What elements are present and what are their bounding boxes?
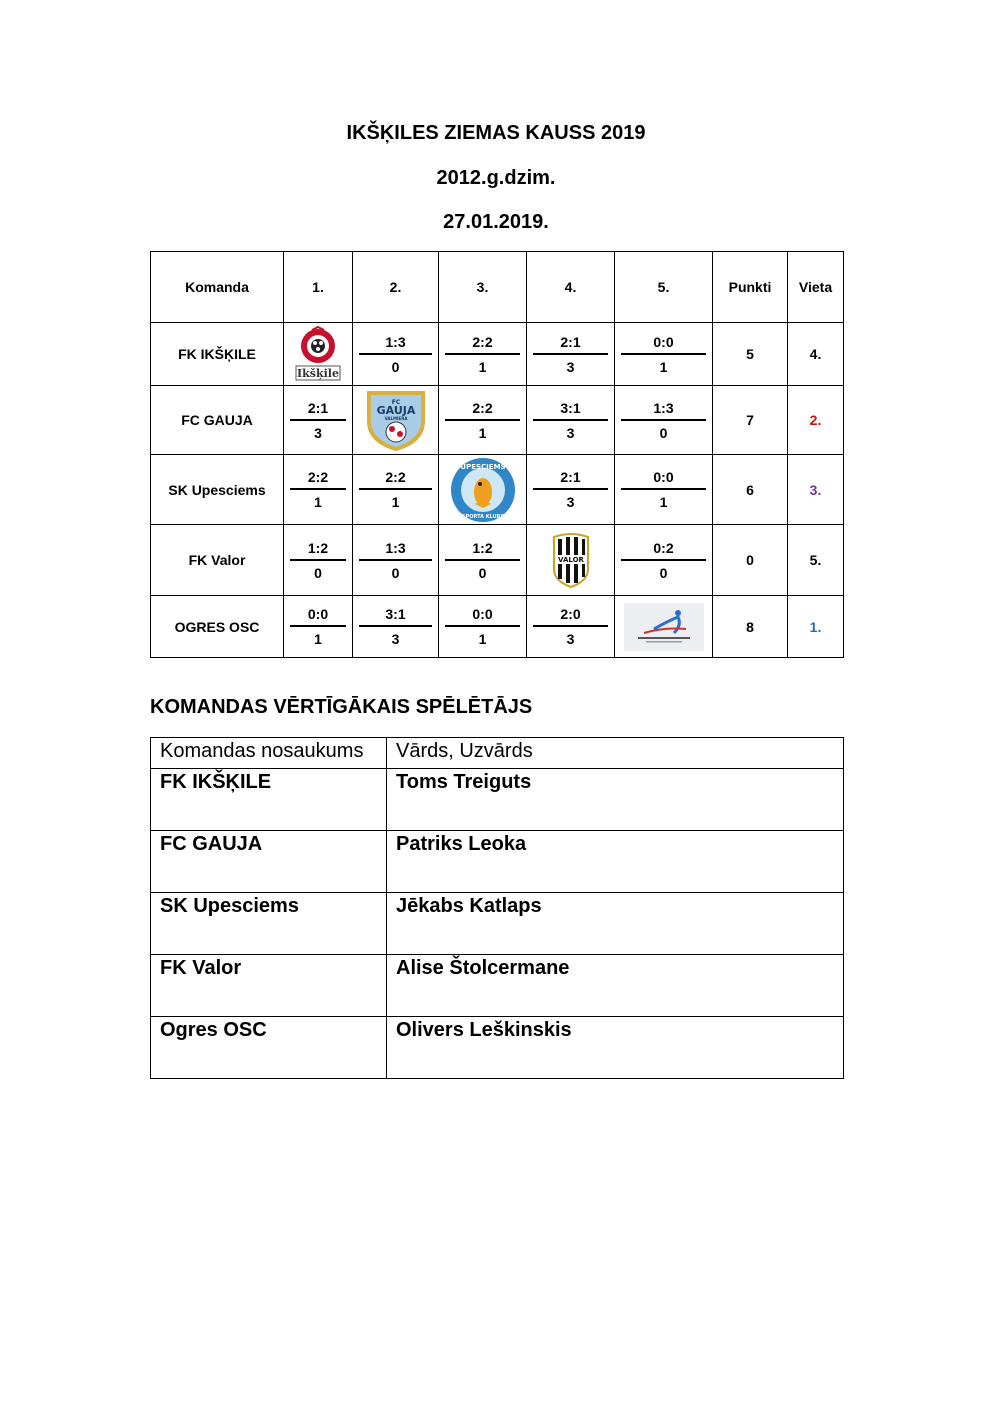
mvp-player: Toms Treiguts <box>387 769 844 831</box>
column-header-3: 3. <box>439 252 527 323</box>
mvp-header-row <box>151 738 844 769</box>
mvp-section-title: KOMANDAS VĒRTĪGĀKAIS SPĒLĒTĀJS <box>150 696 533 718</box>
match-points: 0 <box>478 564 487 581</box>
mvp-player: Patriks Leoka <box>387 831 844 893</box>
tournament-date: 27.01.2019. <box>443 211 549 233</box>
column-header-5: 5. <box>615 252 713 323</box>
match-score: 2:1 <box>290 399 346 421</box>
mvp-team: FK Valor <box>151 955 387 1017</box>
match-points: 3 <box>566 358 575 375</box>
match-cell <box>284 386 353 455</box>
match-cell <box>527 455 615 525</box>
match-score: 1:3 <box>621 399 706 421</box>
match-points: 1 <box>659 358 668 375</box>
match-score: 0:0 <box>445 605 520 627</box>
age-group-subtitle: 2012.g.dzim. <box>436 167 556 189</box>
match-points: 3 <box>314 424 322 441</box>
team-name: SK Upesciems <box>151 455 284 525</box>
team-name: FC GAUJA <box>151 386 284 455</box>
total-points: 5 <box>713 323 788 386</box>
match-score: 2:2 <box>445 399 520 421</box>
match-score: 1:2 <box>445 539 520 561</box>
column-header-team: Komanda <box>151 252 284 323</box>
match-points: 1 <box>659 494 668 510</box>
match-cell <box>439 386 527 455</box>
match-cell <box>284 596 353 658</box>
team-logo-cell <box>527 525 615 596</box>
ikskile-crest-logo <box>284 326 352 382</box>
match-score: 2:2 <box>290 468 346 490</box>
team-logo-cell <box>284 323 353 386</box>
final-place: 5. <box>788 525 844 596</box>
mvp-team: Ogres OSC <box>151 1017 387 1079</box>
match-cell <box>615 323 713 386</box>
results-row-upesciems <box>151 455 844 525</box>
mvp-row <box>151 831 844 893</box>
match-cell <box>615 386 713 455</box>
match-points: 1 <box>478 631 487 647</box>
team-name: FK Valor <box>151 525 284 596</box>
match-cell <box>527 386 615 455</box>
results-header-row <box>151 252 844 323</box>
match-points: 3 <box>566 424 575 441</box>
column-header-1: 1. <box>284 252 353 323</box>
svg-text:FC: FC <box>391 399 400 406</box>
team-name: FK IKŠĶILE <box>151 323 284 386</box>
team-logo-cell <box>353 386 439 455</box>
match-cell <box>353 596 439 658</box>
match-cell <box>353 525 439 596</box>
match-points: 1 <box>478 424 487 441</box>
match-score: 2:0 <box>533 605 608 627</box>
page-title: IKŠĶILES ZIEMAS KAUSS 2019 <box>346 122 646 144</box>
mvp-header-player: Vārds, Uzvārds <box>387 738 844 769</box>
match-score: 2:1 <box>533 468 608 490</box>
match-points: 1 <box>391 494 400 510</box>
match-cell <box>527 596 615 658</box>
match-score: 3:1 <box>359 605 432 627</box>
column-header-4: 4. <box>527 252 615 323</box>
mvp-row <box>151 893 844 955</box>
match-score: 0:0 <box>290 605 346 627</box>
svg-text:GAUJA: GAUJA <box>376 404 415 417</box>
column-header-2: 2. <box>353 252 439 323</box>
match-score: 1:2 <box>290 539 346 561</box>
match-points: 1 <box>314 494 322 510</box>
results-row-ikskile <box>151 323 844 386</box>
final-place: 1. <box>788 596 844 658</box>
total-points: 0 <box>713 525 788 596</box>
match-score: 2:2 <box>359 468 432 490</box>
mvp-table <box>150 737 844 1079</box>
total-points: 7 <box>713 386 788 455</box>
match-cell <box>284 455 353 525</box>
match-cell <box>353 455 439 525</box>
match-points: 0 <box>659 564 668 581</box>
match-cell <box>439 525 527 596</box>
match-score: 3:1 <box>533 399 608 421</box>
upesciems-fish-logo <box>439 456 526 524</box>
mvp-row <box>151 1017 844 1079</box>
match-points: 3 <box>391 631 400 647</box>
match-score: 0:0 <box>621 468 706 490</box>
match-cell <box>353 323 439 386</box>
final-place: 4. <box>788 323 844 386</box>
final-place: 2. <box>788 386 844 455</box>
mvp-header-team: Komandas nosaukums <box>151 738 387 769</box>
match-points: 0 <box>659 424 668 441</box>
svg-text:Ikšķile: Ikšķile <box>297 367 339 380</box>
mvp-row <box>151 955 844 1017</box>
column-header-points: Punkti <box>713 252 788 323</box>
team-name: OGRES OSC <box>151 596 284 658</box>
mvp-row <box>151 769 844 831</box>
match-points: 0 <box>314 564 322 581</box>
results-row-ogres <box>151 596 844 658</box>
total-points: 8 <box>713 596 788 658</box>
match-cell <box>284 525 353 596</box>
match-cell <box>527 323 615 386</box>
svg-text:SPORTA KLUBS: SPORTA KLUBS <box>461 513 504 520</box>
column-header-place: Vieta <box>788 252 844 323</box>
mvp-player: Olivers Leškinskis <box>387 1017 844 1079</box>
mvp-player: Alise Štolcermane <box>387 955 844 1017</box>
valor-striped-logo <box>527 531 614 589</box>
match-score: 1:3 <box>359 333 432 355</box>
svg-text:UPESCIEMS: UPESCIEMS <box>459 462 506 471</box>
svg-text:VALMIERA: VALMIERA <box>384 416 407 421</box>
gauja-shield-logo <box>353 387 438 453</box>
match-cell <box>615 455 713 525</box>
total-points: 6 <box>713 455 788 525</box>
mvp-player: Jēkabs Katlaps <box>387 893 844 955</box>
match-score: 0:2 <box>621 539 706 561</box>
match-score: 1:3 <box>359 539 432 561</box>
results-row-valor <box>151 525 844 596</box>
mvp-team: FK IKŠĶILE <box>151 769 387 831</box>
mvp-team: SK Upesciems <box>151 893 387 955</box>
match-points: 0 <box>391 358 400 375</box>
match-points: 0 <box>391 564 400 581</box>
match-cell <box>439 596 527 658</box>
results-table <box>150 251 844 658</box>
match-cell <box>615 525 713 596</box>
match-points: 1 <box>314 631 322 647</box>
match-score: 2:1 <box>533 333 608 355</box>
match-cell <box>439 323 527 386</box>
ogres-osc-logo <box>615 603 712 651</box>
team-logo-cell <box>615 596 713 658</box>
results-row-gauja <box>151 386 844 455</box>
match-score: 2:2 <box>445 333 520 355</box>
match-points: 3 <box>566 494 575 510</box>
final-place: 3. <box>788 455 844 525</box>
match-points: 1 <box>478 358 487 375</box>
match-score: 0:0 <box>621 333 706 355</box>
team-logo-cell <box>439 455 527 525</box>
svg-text:VALOR: VALOR <box>557 556 584 564</box>
match-points: 3 <box>566 631 575 647</box>
mvp-team: FC GAUJA <box>151 831 387 893</box>
